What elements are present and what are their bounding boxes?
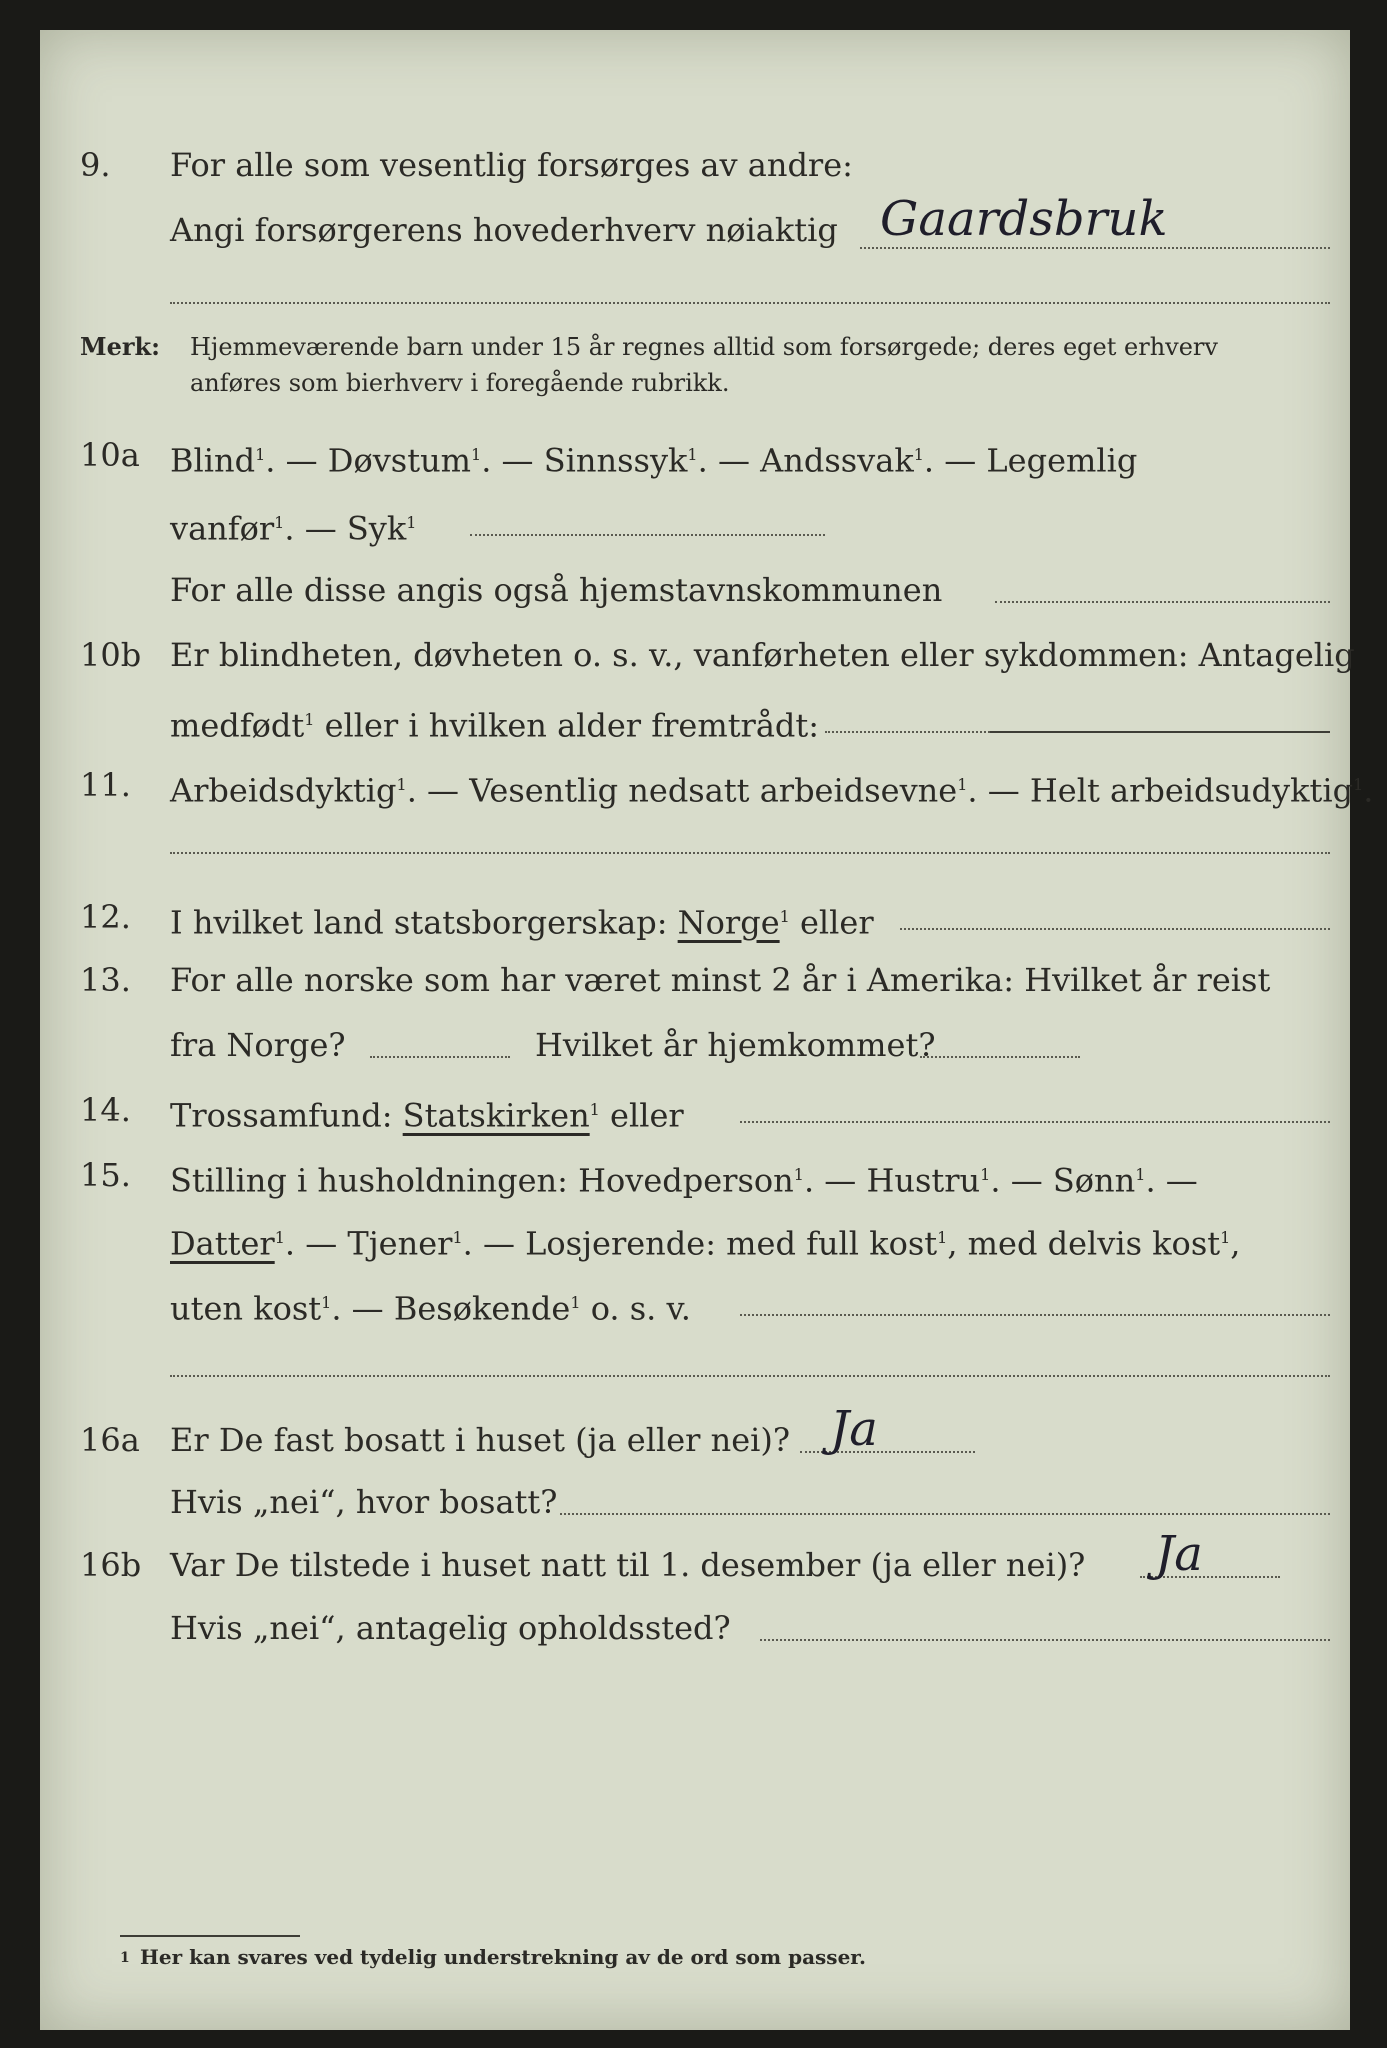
footnote-rule <box>120 1935 300 1937</box>
q10a-syk-dotted-line <box>470 534 825 536</box>
q13-line-2b: Hvilket år hjemkommet? <box>535 1026 936 1064</box>
q10b-solid-line <box>990 731 1330 733</box>
q11-dotted-line <box>170 852 1330 854</box>
q16b-opholdssted-dotted-line <box>760 1639 1330 1641</box>
q13-row-2 <box>40 1020 1350 1070</box>
q10b-line-2: medfødt$^1$ eller i hvilken alder fremtrådt: <box>170 706 820 745</box>
q15-row-3 <box>40 1278 1350 1328</box>
q12-line: I hvilket land statsborgerskap: Norge$^1$ eller <box>170 903 874 942</box>
census-form-page <box>40 30 1374 2030</box>
q10a-line-1: Blind$^1$. — Døvstum$^1$. — Sinnssyk$^1$. — Andssvak$^1$. — Legemlig <box>170 441 1138 480</box>
q13-line-1: For alle norske som har været minst 2 år i Amerika: Hvilket år reist <box>170 961 1271 999</box>
q11-line: Arbeidsdyktig$^1$. — Vesentlig nedsatt arbeidsevne$^1$. — Helt arbeidsudyktig$^1$. <box>170 771 1374 810</box>
q10a-hjemstavn-dotted-line <box>995 601 1330 603</box>
q9-row-1 <box>40 140 1350 190</box>
q11-row <box>40 760 1374 810</box>
q15-number: 15. <box>80 1156 131 1194</box>
q16a-answer-dotted-line <box>800 1451 975 1453</box>
q16a-number: 16a <box>80 1421 140 1459</box>
q15-line-1: Stilling i husholdningen: Hovedperson$^1$. — Hustru$^1$. — Sønn$^1$. — <box>170 1161 1198 1200</box>
q16b-row-1 <box>40 1526 1350 1590</box>
q10a-number: 10a <box>80 436 140 474</box>
q16b-number: 16b <box>80 1546 142 1584</box>
q16b-line-2: Hvis „nei“, antagelig opholdssted? <box>170 1609 731 1647</box>
q10a-row-1 <box>40 430 1350 480</box>
footnote-text: Her kan svares ved tydelig understrekning av de ord som passer. <box>140 1945 866 1969</box>
q13-reist-dotted-line <box>370 1056 510 1058</box>
q14-row <box>40 1085 1350 1135</box>
q9-line-1: For alle som vesentlig forsørges av andre: <box>170 146 853 184</box>
q14-number: 14. <box>80 1091 131 1129</box>
q16a-line-2: Hvis „nei“, hvor bosatt? <box>170 1483 558 1521</box>
q10b-row-2 <box>40 695 1350 745</box>
q10b-number: 10b <box>80 636 142 674</box>
q9-handwritten-answer: Gaardsbruk <box>880 191 1168 247</box>
q9-extra-dotted-line <box>170 302 1330 304</box>
q12-dotted-line <box>900 928 1330 930</box>
q15-line-3: uten kost$^1$. — Besøkende$^1$ o. s. v. <box>170 1289 691 1328</box>
q13-hjemkommet-dotted-line <box>920 1056 1080 1058</box>
q15-dotted-line <box>740 1314 1330 1316</box>
q15-row-2 <box>40 1213 1350 1263</box>
merk-line-1: Hjemmeværende barn under 15 år regnes alltid som forsørgede; deres eget erhverv <box>190 333 1218 361</box>
q16b-handwritten-answer: Ja <box>1155 1526 1203 1582</box>
q16a-row-1 <box>40 1401 1350 1465</box>
q10b-row-1 <box>40 630 1355 680</box>
footnote-mark: 1 <box>120 1950 130 1966</box>
q9-line-2: Angi forsørgerens hovederhverv nøiaktig <box>170 211 838 249</box>
q10a-line-2: vanfør$^1$. — Syk$^1$ <box>170 509 417 548</box>
q15-extra-dotted-line <box>170 1375 1330 1377</box>
merk-label: Merk: <box>80 332 160 361</box>
merk-line-2: anføres som bierhverv i foregående rubrikk. <box>190 369 730 397</box>
q14-line: Trossamfund: Statskirken$^1$ eller <box>170 1096 684 1135</box>
q15-line-2: Datter$^1$. — Tjener$^1$. — Losjerende: med full kost$^1$, med delvis kost$^1$, <box>170 1224 1241 1263</box>
q11-number: 11. <box>80 766 131 804</box>
q16a-handwritten-answer: Ja <box>830 1401 878 1457</box>
q10b-line-1: Er blindheten, døvheten o. s. v., vanførheten eller sykdommen: Antagelig <box>170 636 1355 674</box>
q10a-row-2 <box>40 498 1350 548</box>
q14-dotted-line <box>740 1121 1330 1123</box>
q10b-dotted-line <box>825 731 990 733</box>
q15-row-1 <box>40 1150 1350 1200</box>
q10a-line-3: For alle disse angis også hjemstavnskommunen <box>170 571 943 609</box>
q16b-row-2 <box>40 1603 1350 1653</box>
q16a-line-1: Er De fast bosatt i huset (ja eller nei)? <box>170 1421 791 1459</box>
q12-row <box>40 892 1350 942</box>
q13-line-2a: fra Norge? <box>170 1026 346 1064</box>
q9-answer-dotted-line <box>860 247 1330 249</box>
q9-row-2 <box>40 191 1350 255</box>
q9-number: 9. <box>80 146 111 184</box>
q13-number: 13. <box>80 961 131 999</box>
q13-row-1 <box>40 955 1350 1005</box>
q16a-row-2 <box>40 1477 1350 1527</box>
q12-number: 12. <box>80 898 131 936</box>
q16b-line-1: Var De tilstede i huset natt til 1. desember (ja eller nei)? <box>170 1546 1086 1584</box>
q10a-row-3 <box>40 565 1350 615</box>
q16a-bosatt-dotted-line <box>560 1513 1330 1515</box>
